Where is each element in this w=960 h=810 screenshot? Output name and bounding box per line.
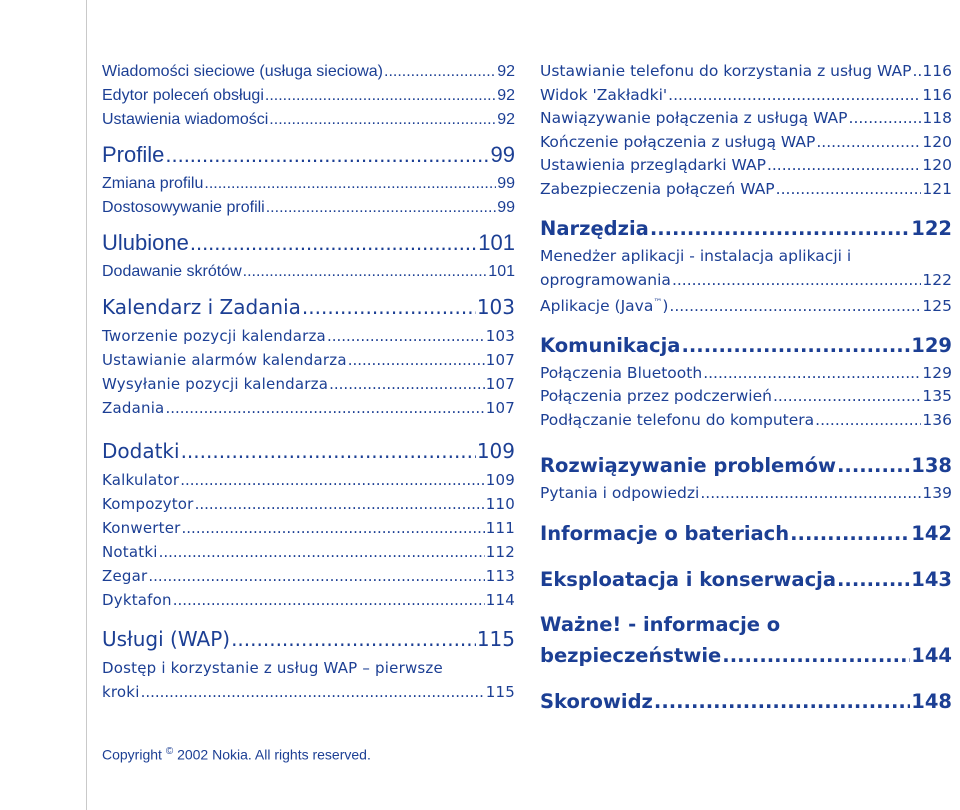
toc-entry[interactable]: Zmiana profilu ..... 99	[102, 172, 515, 196]
toc-entry[interactable]: Wysyłanie pozycji kalendarza ..... 107	[102, 372, 515, 396]
toc-entry[interactable]: Zabezpieczenia połączeń WAP ..... 121	[540, 178, 952, 202]
toc-entry[interactable]: Połączenia Bluetooth ..... 129	[540, 362, 952, 386]
toc-entry[interactable]: Zadania ..... 107	[102, 396, 515, 420]
toc-entry[interactable]: Konwerter ..... 111	[102, 516, 515, 540]
toc-entry[interactable]: Widok 'Zakładki' ..... 116	[540, 84, 952, 108]
toc-section-skorowidz[interactable]: Skorowidz ..... 148	[540, 686, 952, 718]
toc-entry[interactable]: Ustawienia wiadomości ..... 92	[102, 108, 515, 132]
toc-entry[interactable]: Dyktafon ..... 114	[102, 588, 515, 612]
toc-section-kalendarz[interactable]: Kalendarz i Zadania ..... 103	[102, 290, 515, 324]
toc-entry[interactable]: Nawiązywanie połączenia z usługą WAP ..... 118	[540, 107, 952, 131]
toc-right-column	[540, 60, 952, 718]
toc-entry-line1[interactable]: Menedżer aplikacji - instalacja aplikacji i	[540, 247, 852, 265]
toc-entry[interactable]: Dodawanie skrótów ..... 101	[102, 260, 515, 284]
toc-entry[interactable]: Ustawianie alarmów kalendarza ..... 107	[102, 348, 515, 372]
toc-entry[interactable]: Ustawienia przeglądarki WAP ..... 120	[540, 154, 952, 178]
copyright-notice: Copyright © 2002 Nokia. All rights reserved.	[102, 746, 371, 763]
toc-entry[interactable]: Pytania i odpowiedzi ..... 139	[540, 482, 952, 506]
toc-entry[interactable]: Notatki ..... 112	[102, 540, 515, 564]
toc-entry[interactable]: Aplikacje (Java™) ..... 125	[540, 292, 952, 316]
toc-entry[interactable]: Edytor poleceń obsługi ..... 92	[102, 84, 515, 108]
toc-section-profile[interactable]: Profile ..... 99	[102, 138, 515, 172]
toc-section-dodatki[interactable]: Dodatki ..... 109	[102, 434, 515, 468]
toc-left-column	[102, 60, 515, 704]
toc-section-rozwiazywanie[interactable]: Rozwiązywanie problemów ..... 138	[540, 450, 952, 482]
toc-section-uslugi[interactable]: Usługi (WAP) ..... 115	[102, 622, 515, 656]
toc-section-komunikacja[interactable]: Komunikacja ..... 129	[540, 330, 952, 362]
toc-entry[interactable]: Połączenia przez podczerwień ..... 135	[540, 385, 952, 409]
toc-entry[interactable]: Wiadomości sieciowe (usługa sieciowa) ..... 92	[102, 60, 515, 84]
toc-section-wazne-line1[interactable]: Ważne! - informacje o	[540, 612, 781, 636]
toc-section-eksploatacja[interactable]: Eksploatacja i konserwacja ..... 143	[540, 564, 952, 596]
toc-entry[interactable]: Ustawianie telefonu do korzystania z usług WAP ..... 116	[540, 60, 952, 84]
copyright-symbol: ©	[165, 746, 174, 757]
toc-section-narzedzia[interactable]: Narzędzia ..... 122	[540, 213, 952, 245]
toc-section-ulubione[interactable]: Ulubione ..... 101	[102, 226, 515, 260]
toc-entry[interactable]: Kalkulator ..... 109	[102, 468, 515, 492]
toc-section-baterie[interactable]: Informacje o bateriach ..... 142	[540, 518, 952, 550]
toc-entry[interactable]: kroki ..... 115	[102, 680, 515, 704]
toc-entry[interactable]: Dostosowywanie profili ..... 99	[102, 196, 515, 220]
toc-entry[interactable]: Tworzenie pozycji kalendarza ..... 103	[102, 324, 515, 348]
toc-entry-line1[interactable]: Dostęp i korzystanie z usług WAP – pierwsze	[102, 659, 443, 677]
toc-entry[interactable]: Zegar ..... 113	[102, 564, 515, 588]
toc-entry[interactable]: Podłączanie telefonu do komputera ..... 136	[540, 409, 952, 433]
toc-section-wazne[interactable]: bezpieczeństwie ..... 144	[540, 640, 952, 672]
margin-rule	[86, 0, 87, 810]
toc-entry[interactable]: Kończenie połączenia z usługą WAP ..... 120	[540, 131, 952, 155]
toc-entry[interactable]: Kompozytor ..... 110	[102, 492, 515, 516]
toc-entry[interactable]: oprogramowania ..... 122	[540, 269, 952, 293]
